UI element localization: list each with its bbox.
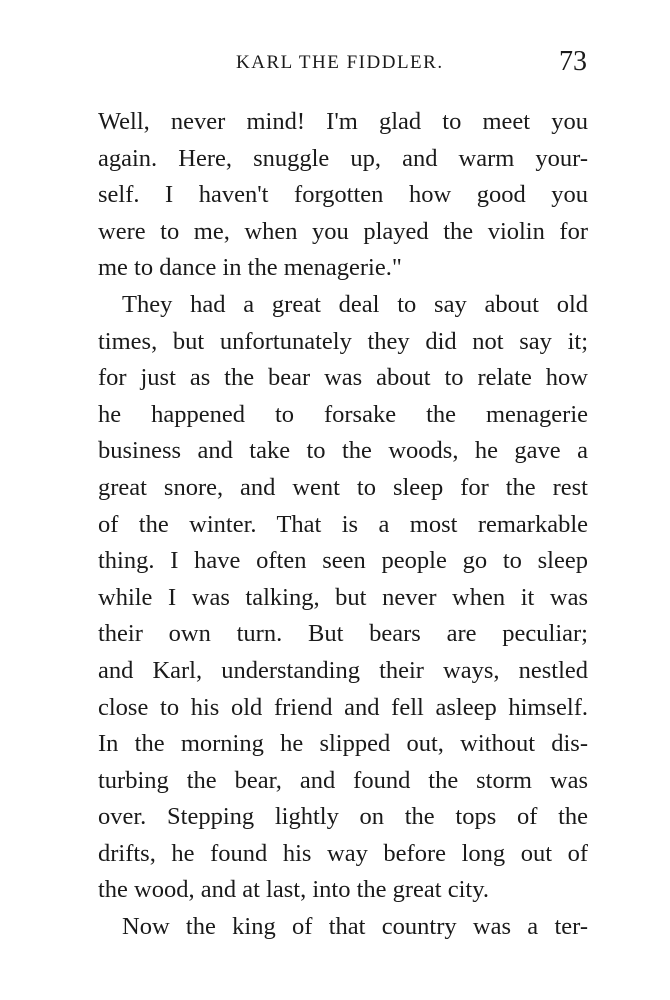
text-line: over. Stepping lightly on the tops of the — [98, 803, 588, 831]
text-line: were to me, when you played the violin for — [98, 217, 588, 245]
page-header — [0, 42, 670, 82]
text-line: turbing the bear, and found the storm was — [98, 766, 588, 794]
text-line: business and take to the woods, he gave a — [98, 437, 588, 465]
text-line: me to dance in the menagerie." — [98, 254, 402, 282]
body-text — [98, 104, 588, 946]
text-line: while I was talking, but never when it was — [98, 583, 588, 611]
text-line: Well, never mind! I'm glad to meet you — [98, 108, 588, 135]
text-line: great snore, and went to sleep for the rest — [98, 473, 588, 501]
text-line: of the winter. That is a most remarkable — [98, 510, 588, 538]
running-title: KARL THE FIDDLER. — [236, 52, 444, 73]
text-line: thing. I have often seen people go to sleep — [98, 547, 588, 575]
text-line: their own turn. But bears are peculiar; — [98, 620, 588, 648]
text-line: self. I haven't forgotten how good you — [98, 181, 588, 209]
text-line: the wood, and at last, into the great city. — [98, 876, 489, 904]
text-line: for just as the bear was about to relate how — [98, 364, 588, 392]
text-line: times, but unfortunately they did not say it; — [98, 327, 588, 355]
text-line: and Karl, understanding their ways, nestled — [98, 656, 588, 684]
paragraph-start-line: They had a great deal to say about old — [122, 290, 588, 318]
text-line: again. Here, snuggle up, and warm your- — [98, 144, 588, 172]
text-line: In the morning he slipped out, without dis- — [98, 730, 588, 758]
paragraph-start-line: Now the king of that country was a ter- — [122, 913, 588, 941]
text-line: close to his old friend and fell asleep himself. — [98, 693, 588, 721]
text-line: drifts, he found his way before long out of — [98, 839, 588, 867]
page-number: 73 — [559, 46, 587, 77]
text-line: he happened to forsake the menagerie — [98, 400, 588, 428]
